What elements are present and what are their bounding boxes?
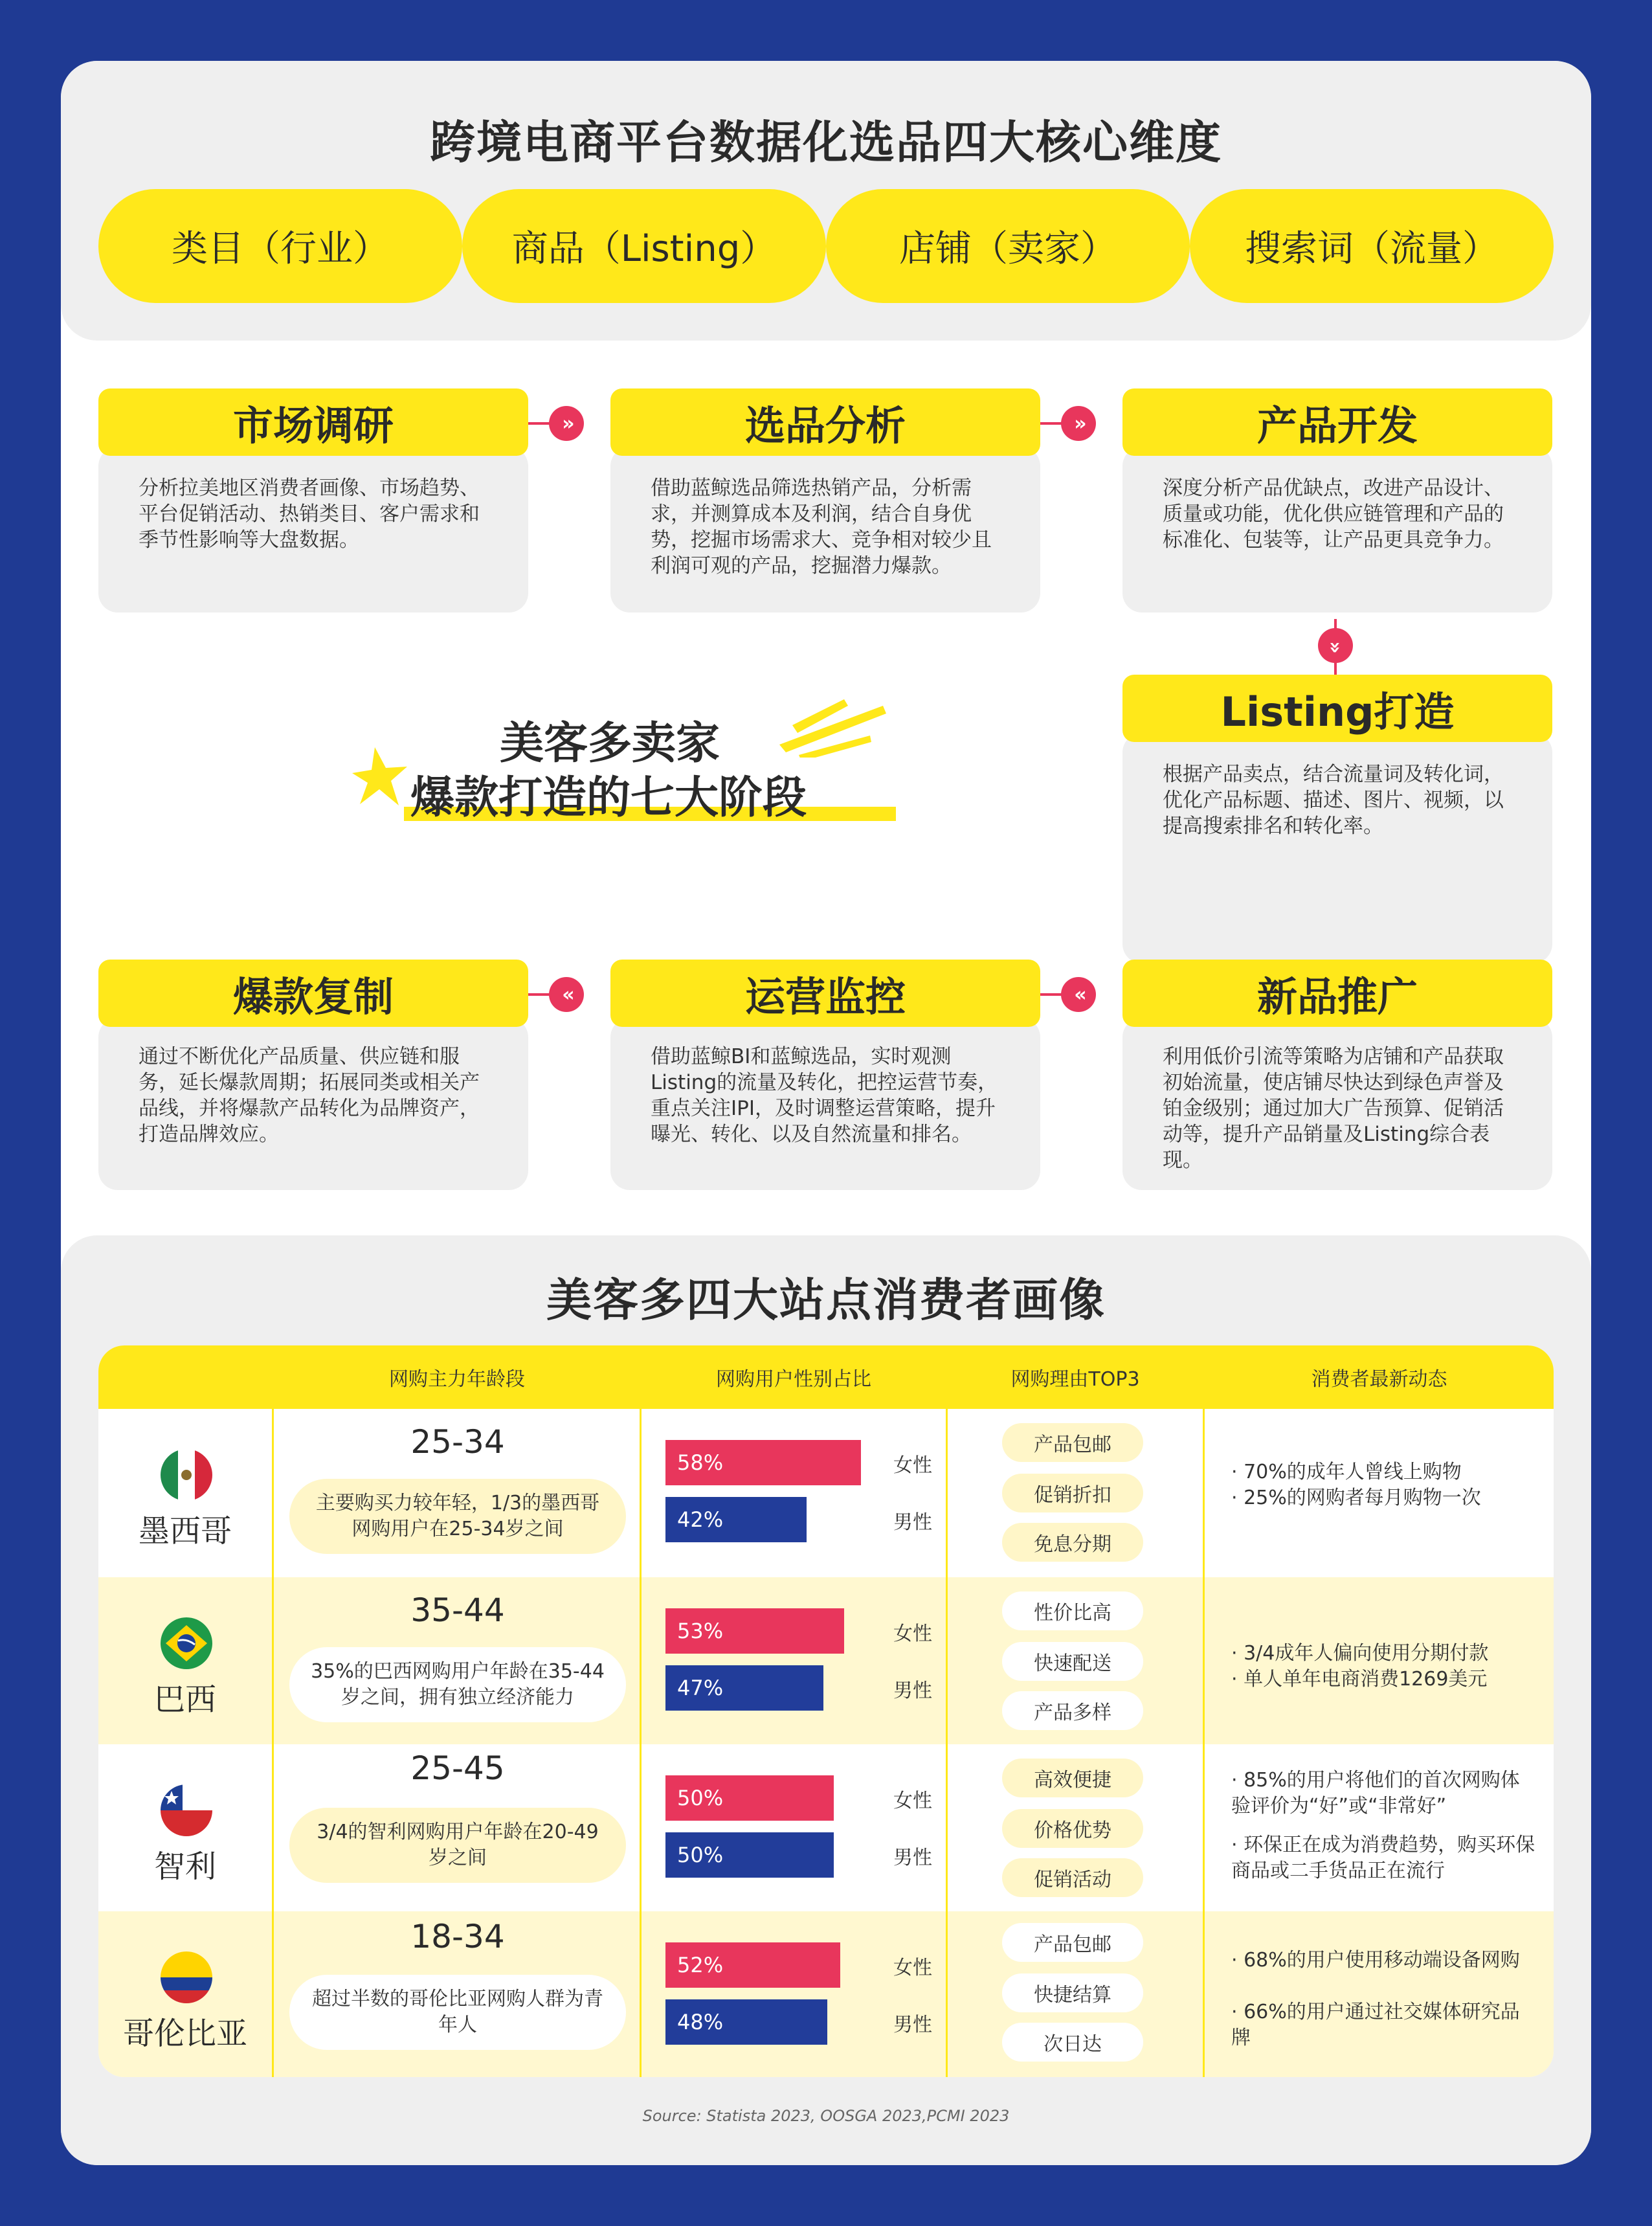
stage-description: 借助蓝鲸选品筛选热销产品，分析需求，并测算成本及利润，结合自身优势，挖掘市场需求大、竞争相对较少且利润可观的产品，挖掘潜力爆款。 [610,447,1040,613]
dimension-category: 类目（行业） [98,189,462,303]
arrow-down-icon: » [1318,628,1353,663]
news-cell [1205,1577,1542,1744]
female-bar: 53% [665,1608,844,1654]
stage-description: 根据产品卖点，结合流量词及转化词，优化产品标题、描述、图片、视频，以提高搜索排名和转化率。 [1122,733,1552,963]
header-news: 消费者最新动态 [1311,1368,1447,1391]
stage-product-development [1122,388,1552,613]
reason-pill: 快速配送 [1002,1642,1143,1681]
country-cell [98,1911,272,2077]
news-item: · 66%的用户通过社交媒体研究品牌 [1231,2001,1520,2049]
arrow-left-icon: « [549,977,584,1012]
spark-lines-icon [773,699,889,758]
news-cell [1205,1409,1542,1576]
stage-description: 通过不断优化产品质量、供应链和服务，延长爆款周期；拓展同类或相关产品线，并将爆款产品转化为品牌资产，打造品牌效应。 [98,1018,528,1190]
news-cell [1205,1911,1542,2077]
table-row-mexico [98,1409,1554,1576]
burst-icon [346,734,417,818]
mexico-flag-icon [161,1449,212,1501]
seven-stages-title-line2: 爆款打造的七大阶段 [410,772,807,824]
age-note: 35%的巴西网购用户年龄在35-44岁之间，拥有独立经济能力 [289,1647,626,1722]
female-label: 女性 [893,1623,932,1645]
age-cell [276,1911,639,2077]
female-bar: 58% [665,1440,861,1485]
reason-pill: 免息分期 [1002,1523,1143,1562]
reason-pill: 次日达 [1002,2023,1143,2062]
age-range: 25-45 [410,1749,505,1787]
infographic-card [61,61,1591,2165]
core-dimensions-section [61,61,1591,341]
gender-cell [641,1577,945,1744]
gender-cell [641,1911,945,2077]
source-note: Source: Statista 2023, OOSGA 2023,PCMI 2023 [642,2107,1010,2125]
table-row-chile [98,1744,1554,1911]
consumer-profile-table [98,1345,1554,2077]
stage-title: 新品推广 [1122,960,1552,1027]
reason-pill: 产品包邮 [1002,1423,1143,1462]
reason-pill: 性价比高 [1002,1591,1143,1630]
colombia-flag-icon [161,1951,212,2003]
reasons-cell [948,1577,1201,1744]
female-bar: 50% [665,1775,834,1821]
reason-pill: 促销折扣 [1002,1474,1143,1512]
stage-operation-monitoring [610,960,1040,1190]
reason-pill: 促销活动 [1002,1858,1143,1897]
age-range: 25-34 [410,1423,505,1461]
news-item: · 环保正在成为消费趋势，购买环保商品或二手货品正在流行 [1231,1834,1535,1882]
chile-flag-icon [161,1784,212,1836]
stage-hit-replication [98,960,528,1190]
news-item: · 单人单年电商消费1269美元 [1231,1668,1488,1691]
stage-title: 爆款复制 [98,960,528,1027]
female-label: 女性 [893,1454,932,1477]
dimension-keyword: 搜索词（流量） [1190,189,1554,303]
seven-stages-title-line1: 美客多卖家 [500,718,720,769]
arrow-right-icon: » [1061,406,1096,441]
reason-pill: 产品多样 [1002,1691,1143,1730]
country-name: 哥伦比亚 [122,2016,247,2052]
age-note: 主要购买力较年轻，1/3的墨西哥网购用户在25-34岁之间 [289,1479,626,1554]
age-cell [276,1409,639,1576]
column-divider [1203,1345,1205,2077]
country-name: 智利 [153,1849,216,1885]
news-item: · 3/4成年人偏向使用分期付款 [1231,1642,1489,1665]
core-dimensions-title: 跨境电商平台数据化选品四大核心维度 [430,116,1222,169]
stage-title: 选品分析 [610,388,1040,456]
gender-cell [641,1409,945,1576]
age-range: 18-34 [410,1918,505,1955]
brazil-flag-icon [161,1617,212,1669]
reason-pill: 快捷结算 [1002,1973,1143,2012]
stage-description: 利用低价引流等策略为店铺和产品获取初始流量，使店铺尽快达到绿色声誉及铂金级别；通过加大广告预算、促销活动等，提升产品销量及Listing综合表现。 [1122,1018,1552,1190]
stage-new-product-promotion [1122,960,1552,1190]
stage-market-research [98,388,528,613]
table-header [98,1345,1554,1409]
stage-title: Listing打造 [1122,675,1552,742]
stage-description: 分析拉美地区消费者画像、市场趋势、平台促销活动、热销类目、客户需求和季节性影响等大盘数据。 [98,447,528,613]
table-row-brazil [98,1577,1554,1744]
male-label: 男性 [893,2014,932,2036]
stage-product-selection [610,388,1040,613]
column-divider [272,1345,274,2077]
news-item: · 85%的用户将他们的首次网购体验评价为“好”或“非常好” [1231,1769,1520,1817]
dimension-store: 店铺（卖家） [826,189,1190,303]
male-bar: 48% [665,1999,827,2045]
header-gender: 网购用户性别占比 [716,1368,871,1391]
gender-cell [641,1744,945,1911]
age-range: 35-44 [410,1591,505,1629]
reason-pill: 产品包邮 [1002,1923,1143,1962]
header-age: 网购主力年龄段 [389,1368,525,1391]
reason-pill: 高效便捷 [1002,1759,1143,1797]
table-row-colombia [98,1911,1554,2077]
age-cell [276,1577,639,1744]
female-label: 女性 [893,1957,932,1979]
dimension-pills [98,189,1554,303]
stage-description: 借助蓝鲸BI和蓝鲸选品，实时观测Listing的流量及转化，把控运营节奏，重点关注IPI，及时调整运营策略，提升曝光、转化、以及自然流量和排名。 [610,1018,1040,1190]
country-cell [98,1744,272,1911]
age-cell [276,1744,639,1911]
stage-title: 运营监控 [610,960,1040,1027]
stage-title: 产品开发 [1122,388,1552,456]
news-item: · 25%的网购者每月购物一次 [1231,1487,1481,1509]
column-divider [946,1345,948,2077]
female-bar: 52% [665,1942,840,1988]
reasons-cell [948,1409,1201,1576]
male-label: 男性 [893,1680,932,1702]
header-reasons: 网购理由TOP3 [1010,1368,1140,1391]
female-label: 女性 [893,1790,932,1812]
reasons-cell [948,1911,1201,2077]
arrow-right-icon: » [549,406,584,441]
news-item: · 68%的用户使用移动端设备网购 [1231,1949,1520,1972]
stage-listing-building [1122,675,1552,963]
news-item: · 70%的成年人曾线上购物 [1231,1461,1462,1483]
country-cell [98,1409,272,1576]
age-note: 超过半数的哥伦比亚网购人群为青年人 [289,1975,626,2050]
stage-title: 市场调研 [98,388,528,456]
male-bar: 42% [665,1497,807,1542]
age-note: 3/4的智利网购用户年龄在20-49岁之间 [289,1808,626,1883]
reason-pill: 价格优势 [1002,1809,1143,1848]
male-bar: 47% [665,1665,823,1711]
male-label: 男性 [893,1847,932,1869]
arrow-left-icon: « [1061,977,1096,1012]
country-name: 巴西 [153,1681,216,1718]
consumer-profile-title: 美客多四大站点消费者画像 [546,1274,1106,1327]
male-bar: 50% [665,1832,834,1878]
column-divider [640,1345,642,2077]
dimension-listing: 商品（Listing） [462,189,826,303]
stage-description: 深度分析产品优缺点，改进产品设计、质量或功能，优化供应链管理和产品的标准化、包装等，让产品更具竞争力。 [1122,447,1552,613]
male-label: 男性 [893,1511,932,1534]
country-name: 墨西哥 [138,1513,232,1549]
country-cell [98,1577,272,1744]
news-cell [1205,1744,1542,1911]
reasons-cell [948,1744,1201,1911]
